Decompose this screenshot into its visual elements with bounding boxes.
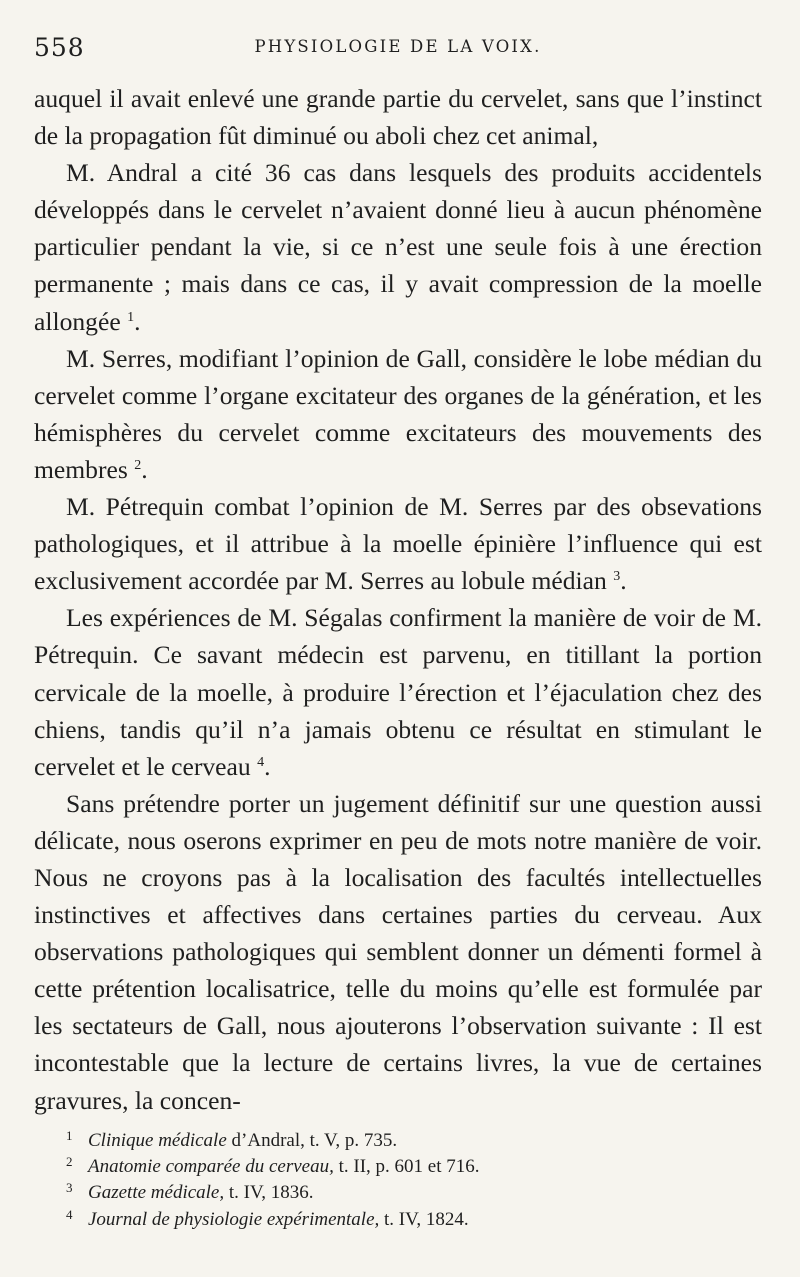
paragraph-2 xyxy=(34,154,762,339)
footnote-1: 1 Clinique médicale d’Andral, t. V, p. 735. xyxy=(66,1128,398,1151)
footnote-ref: 1 xyxy=(127,309,135,325)
footnote-ref: 4 xyxy=(257,754,265,770)
page-number: 558 xyxy=(34,33,85,62)
footnote-title: Journal de physiologie expérimentale, xyxy=(88,1208,380,1230)
sentence-end: . xyxy=(264,751,271,781)
footnote-citation: d’Andral, t. V, p. 735. xyxy=(226,1130,398,1151)
paragraph-text: auquel il avait enlevé une grande partie du cervelet, sans que l’instinct de la propagation fût diminué ou aboli chez cet animal, xyxy=(34,84,762,151)
footnote-ref: 2 xyxy=(134,457,142,473)
running-title: PHYSIOLOGIE DE LA VOIX. xyxy=(254,37,542,56)
paragraph-3 xyxy=(34,340,762,488)
sentence-end: . xyxy=(620,566,627,596)
footnote-citation: t. IV, 1836. xyxy=(224,1182,314,1204)
footnote-title: Gazette médicale, xyxy=(88,1182,225,1204)
footnote-citation: t. II, p. 601 et 716. xyxy=(333,1156,480,1178)
paragraph-text: Les expériences de M. Ségalas confirment la manière de voir de M. Pétrequin. Ce savant médecin est parvenu, en titillant la portion cervicale de la moelle, à produire l’érection et l’éjaculation chez des chiens, tandis qu’il n’a jamais obtenu ce résultat en stimulant le cervelet et le cerveau xyxy=(34,603,762,781)
footnote-title: Clinique médicale xyxy=(88,1130,227,1151)
sentence-end: . xyxy=(141,454,148,484)
page-header xyxy=(34,33,762,65)
footnote-3: 3 Gazette médicale, t. IV, 1836. xyxy=(66,1180,314,1204)
footnote-2: 2 Anatomie comparée du cerveau, t. II, p. 601 et 716. xyxy=(66,1154,480,1178)
footnote-4: 4 Journal de physiologie expérimentale, t. IV, 1824. xyxy=(66,1206,469,1230)
paragraph-text: M. Pétrequin combat l’opinion de M. Serres par des obsevations pathologiques, et il attribue à la moelle épinière l’influence qui est exclusivement accordée par M. Serres au lobule médian xyxy=(34,492,762,596)
paragraph-text: M. Andral a cité 36 cas dans lesquels des produits accidentels développés dans le cervelet n’avaient donné lieu à aucun phénomène particulier pendant la vie, si ce n’est une seule fois à une érection permanente ; mais dans ce cas, il y avait compression de la moelle allongée xyxy=(34,158,762,336)
footnote-citation: t. IV, 1824. xyxy=(379,1208,469,1230)
paragraph-text: M. Serres, modifiant l’opinion de Gall, considère le lobe médian du cervelet comme l’organe excitateur des organes de la génération, et les hémisphères du cervelet comme excitateurs des mouvements des membres xyxy=(34,343,762,484)
footnote-ref: 3 xyxy=(613,569,621,585)
paragraph-5 xyxy=(34,599,762,784)
footnote-title: Anatomie comparée du cerveau, xyxy=(88,1156,334,1178)
paragraph-1 xyxy=(34,80,762,154)
footnotes xyxy=(66,1128,756,1233)
sentence-end: . xyxy=(134,306,141,336)
body-text xyxy=(34,80,762,1119)
paragraph-text: Sans prétendre porter un jugement définitif sur une question aussi délicate, nous oserons exprimer en peu de mots notre manière de voir. Nous ne croyons pas à la localisation des facultés intellectuelles instinctives et affectives dans certaines parties du cerveau. Aux observations pathologiques qui semblent donner un démenti formel à cette prétention localisatrice, telle du moins qu’elle est formulée par les sectateurs de Gall, nous ajouterons l’observation suivante : Il est incontestable que la lecture de certains livres, la vue de certaines gravures, la concen- xyxy=(34,788,762,1115)
paragraph-6 xyxy=(34,785,762,1119)
paragraph-4 xyxy=(34,488,762,599)
